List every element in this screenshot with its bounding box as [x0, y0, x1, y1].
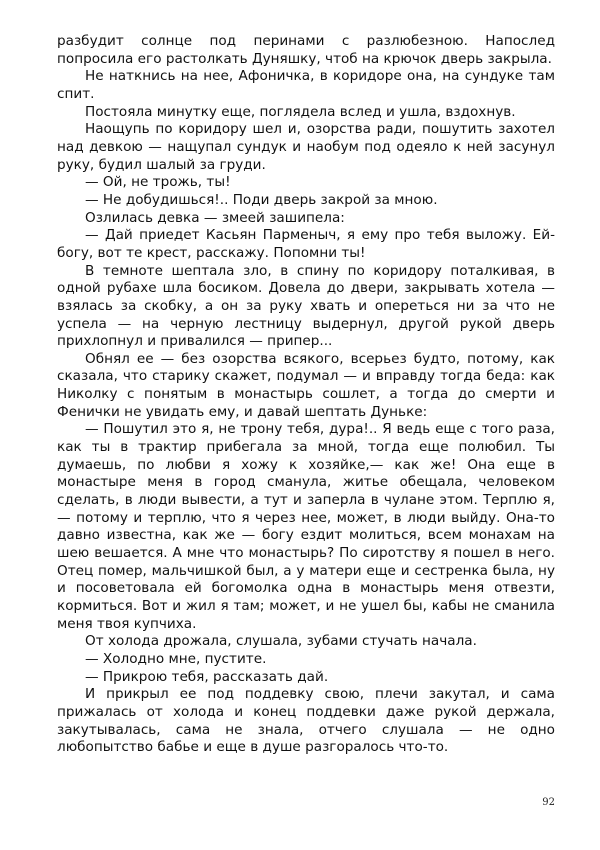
paragraph: — Не добудишься!.. Поди дверь закрой за мною.: [85, 191, 438, 208]
page-number: 92: [542, 797, 555, 808]
paragraph: — Пошутил это я, не трону тебя, дура!.. Я ведь еще с того раза, как ты в трактир прибегала за мной, тогда еще полюбил. Ты думаешь, по любви я хожу к хозяйке,— как же! Она еще в монастыре меня в город сманула, житье обещала, человеком сделать, в люди вывести, а тут и заперла в чулане этом. Терплю я,— потому и терплю, что я через нее, может, в люди выйду. Она-то давно известна, как же — богу ездит молиться, всем монахам на шею вешается. А мне что монастырь? По сиротству я пошел в него. Отец помер, мальчишкой был, а у матери еще и сестренка была, ну и посоветовала ей богомолка одна в монастырь меня отвезти, кормиться. Вот и жил я там; может, и не ушел бы, кабы не сманила меня твоя купчиха.: [57, 421, 555, 632]
paragraph: — Холодно мне, пустите.: [85, 650, 267, 667]
paragraph: разбудит солнце под перинами с разлюбезною. Напослед попросила его растолкать Дуняшку, чтоб на крючок дверь закрыла.: [57, 33, 555, 67]
paragraph: Не наткнись на нее, Афоничка, в коридоре она, на сундуке там спит.: [57, 68, 555, 102]
paragraph: — Ой, не трожь, ты!: [85, 174, 231, 191]
paragraph: От холода дрожала, слушала, зубами стучать начала.: [85, 633, 477, 650]
body-text: [57, 33, 555, 757]
paragraph: И прикрыл ее под поддевку свою, плечи закутал, и сама прижалась от холода и конец поддевки даже рукой держала, закутывалась, сама не знала, отчего слушала — не одно любопытство бабье и еще в душе разгоралось что-то.: [57, 686, 555, 756]
paragraph: Обнял ее — без озорства всякого, всерьез будто, потому, как сказала, что старику скажет, подумал — и вправду тогда беда: как Николку с понятым в монастырь сошлет, а тогда до смерти и Фенички не увидать ему, и давай шептать Дуньке:: [57, 350, 555, 420]
paragraph: В темноте шептала зло, в спину по коридору поталкивая, в одной рубахе шла босиком. Довела до двери, закрывать хотела — взялась за скобку, а он за руку хвать и опереться ни за что не успела — на черную лестницу выдернул, другой рукой дверь прихлопнул и привалился — припер...: [57, 262, 555, 350]
paragraph: — Дай приедет Касьян Парменыч, я ему про тебя выложу. Ей-богу, вот те крест, расскажу. Попомни ты!: [57, 227, 555, 261]
paragraph: Озлилась девка — змеей зашипела:: [85, 209, 345, 226]
paragraph: Наощупь по коридору шел и, озорства ради, пошутить захотел над девкою — нащупал сундук и наобум под одеяло к ней засунул руку, будил шалый за груди.: [57, 121, 555, 173]
paragraph: — Прикрою тебя, рассказать дай.: [85, 668, 329, 685]
paragraph: Постояла минутку еще, поглядела вслед и ушла, вздохнув.: [85, 103, 516, 120]
